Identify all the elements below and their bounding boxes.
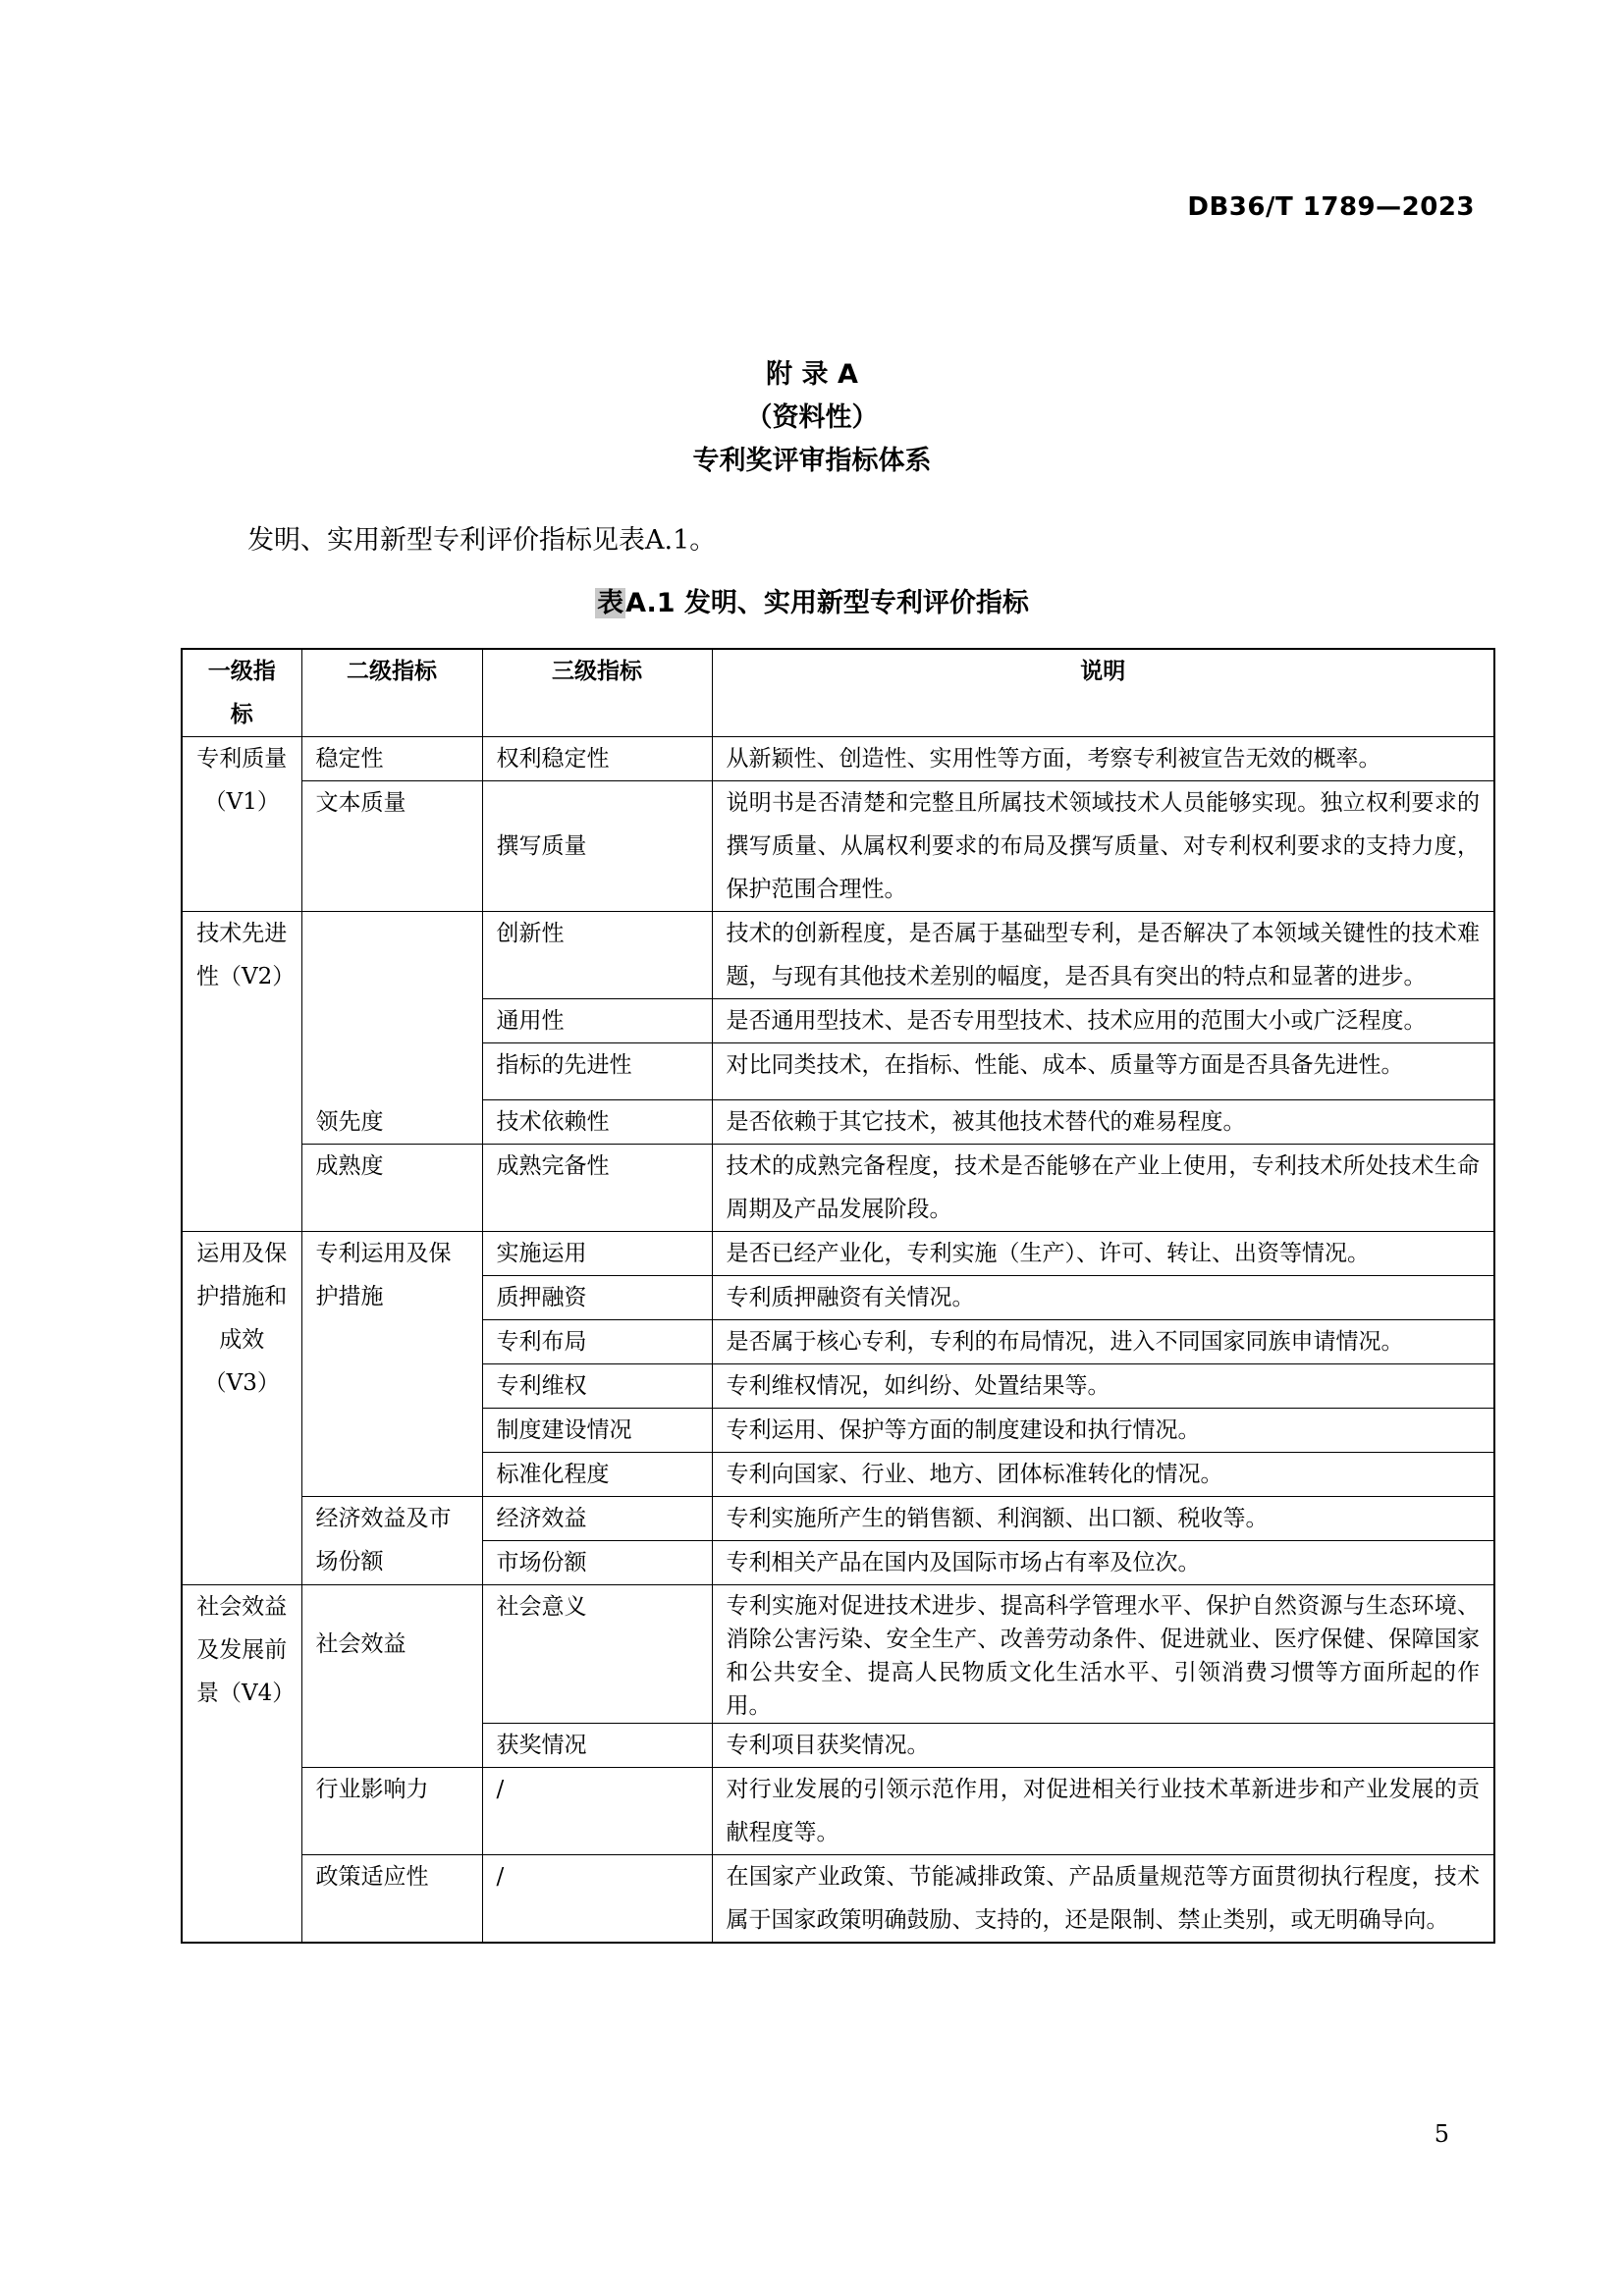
level3-cell: 专利布局 bbox=[482, 1320, 712, 1364]
description-cell: 专利维权情况，如纠纷、处置结果等。 bbox=[712, 1364, 1494, 1409]
header-description: 说明 bbox=[712, 649, 1494, 737]
table-row bbox=[182, 781, 1494, 912]
level3-cell: 社会意义 bbox=[482, 1585, 712, 1724]
level3-cell: 经济效益 bbox=[482, 1497, 712, 1541]
level3-cell: 撰写质量 bbox=[482, 781, 712, 912]
description-cell: 从新颖性、创造性、实用性等方面，考察专利被宣告无效的概率。 bbox=[712, 737, 1494, 781]
page-number: 5 bbox=[1434, 2120, 1449, 2148]
level2-cell: 政策适应性 bbox=[301, 1855, 482, 1944]
description-cell: 是否已经产业化，专利实施（生产）、许可、转让、出资等情况。 bbox=[712, 1232, 1494, 1276]
appendix-heading: 专利奖评审指标体系 bbox=[692, 446, 932, 476]
level3-cell: 权利稳定性 bbox=[482, 737, 712, 781]
level2-cell: 社会效益 bbox=[301, 1585, 482, 1768]
level1-cell: 运用及保护措施和成效（V3） bbox=[182, 1232, 301, 1585]
description-text: 专利实施对促进技术进步、提高科学管理水平、保护自然资源与生态环境、消除公害污染、安全生产、改善劳动条件、促进就业、医疗保健、保障国家和公共安全、提高人民物质文化生活水平、引领消费习惯等方面所起的作用。 bbox=[726, 1593, 1480, 1719]
level3-cell: / bbox=[482, 1855, 712, 1944]
header-level3: 三级指标 bbox=[482, 649, 712, 737]
level2-cell: 文本质量 bbox=[301, 781, 482, 912]
level1-cell: 专利质量（V1） bbox=[182, 737, 301, 912]
description-cell: 专利质押融资有关情况。 bbox=[712, 1276, 1494, 1320]
intro-paragraph: 发明、实用新型专利评价指标见表A.1。 bbox=[247, 525, 717, 556]
level3-cell: 专利维权 bbox=[482, 1364, 712, 1409]
level2-cell: 领先度 bbox=[301, 912, 482, 1145]
description-cell: 对比同类技术，在指标、性能、成本、质量等方面是否具备先进性。 bbox=[712, 1043, 1494, 1100]
table-row bbox=[182, 737, 1494, 781]
indicator-table bbox=[181, 648, 1495, 1944]
description-cell: 说明书是否清楚和完整且所属技术领域技术人员能够实现。独立权利要求的撰写质量、从属权利要求的布局及撰写质量、对专利权利要求的支持力度，保护范围合理性。 bbox=[712, 781, 1494, 912]
level3-cell: 获奖情况 bbox=[482, 1724, 712, 1768]
header-level1: 一级指标 bbox=[182, 649, 301, 737]
table-caption-prefix: 表 bbox=[597, 588, 624, 618]
level2-cell: 成熟度 bbox=[301, 1145, 482, 1232]
table-row bbox=[182, 1585, 1494, 1724]
table-row bbox=[182, 912, 1494, 999]
level1-cell: 社会效益及发展前景（V4） bbox=[182, 1585, 301, 1944]
level2-cell: 专利运用及保护措施 bbox=[301, 1232, 482, 1497]
description-cell: 专利运用、保护等方面的制度建设和执行情况。 bbox=[712, 1409, 1494, 1453]
appendix-title-block bbox=[0, 353, 1624, 483]
description-cell: 专利项目获奖情况。 bbox=[712, 1724, 1494, 1768]
table-row bbox=[182, 1768, 1494, 1855]
description-cell: 是否依赖于其它技术，被其他技术替代的难易程度。 bbox=[712, 1100, 1494, 1145]
level2-cell: 经济效益及市场份额 bbox=[301, 1497, 482, 1585]
table-caption bbox=[0, 581, 1624, 619]
header-level2: 二级指标 bbox=[301, 649, 482, 737]
table-row bbox=[182, 1145, 1494, 1232]
level3-cell: 质押融资 bbox=[482, 1276, 712, 1320]
description-cell: 专利向国家、行业、地方、团体标准转化的情况。 bbox=[712, 1453, 1494, 1497]
level2-cell: 稳定性 bbox=[301, 737, 482, 781]
level3-cell: / bbox=[482, 1768, 712, 1855]
description-cell: 技术的创新程度，是否属于基础型专利，是否解决了本领域关键性的技术难题，与现有其他技术差别的幅度，是否具有突出的特点和显著的进步。 bbox=[712, 912, 1494, 999]
level3-cell: 市场份额 bbox=[482, 1541, 712, 1585]
level3-cell: 成熟完备性 bbox=[482, 1145, 712, 1232]
level1-cell: 技术先进性（V2） bbox=[182, 912, 301, 1232]
description-cell: 专利实施所产生的销售额、利润额、出口额、税收等。 bbox=[712, 1497, 1494, 1541]
table-row bbox=[182, 1497, 1494, 1541]
appendix-subtitle: （资料性） bbox=[745, 402, 879, 433]
description-cell: 是否通用型技术、是否专用型技术、技术应用的范围大小或广泛程度。 bbox=[712, 999, 1494, 1043]
description-cell bbox=[712, 1585, 1494, 1724]
level3-cell: 技术依赖性 bbox=[482, 1100, 712, 1145]
level3-cell: 通用性 bbox=[482, 999, 712, 1043]
level3-cell: 标准化程度 bbox=[482, 1453, 712, 1497]
table-row bbox=[182, 1232, 1494, 1276]
level3-cell: 创新性 bbox=[482, 912, 712, 999]
description-cell: 专利相关产品在国内及国际市场占有率及位次。 bbox=[712, 1541, 1494, 1585]
level3-cell: 实施运用 bbox=[482, 1232, 712, 1276]
table-caption-text: A.1 发明、实用新型专利评价指标 bbox=[625, 588, 1029, 618]
table-header-row bbox=[182, 649, 1494, 737]
description-cell: 对行业发展的引领示范作用，对促进相关行业技术革新进步和产业发展的贡献程度等。 bbox=[712, 1768, 1494, 1855]
appendix-title: 附 录 A bbox=[766, 359, 858, 390]
description-cell: 技术的成熟完备程度，技术是否能够在产业上使用，专利技术所处技术生命周期及产品发展阶段。 bbox=[712, 1145, 1494, 1232]
description-cell: 在国家产业政策、节能减排政策、产品质量规范等方面贯彻执行程度，技术属于国家政策明确鼓励、支持的，还是限制、禁止类别，或无明确导向。 bbox=[712, 1855, 1494, 1944]
level3-cell: 指标的先进性 bbox=[482, 1043, 712, 1100]
level2-cell: 行业影响力 bbox=[301, 1768, 482, 1855]
description-cell: 是否属于核心专利，专利的布局情况，进入不同国家同族申请情况。 bbox=[712, 1320, 1494, 1364]
table-row bbox=[182, 1855, 1494, 1944]
document-code: DB36/T 1789—2023 bbox=[1187, 192, 1475, 222]
level3-cell: 制度建设情况 bbox=[482, 1409, 712, 1453]
